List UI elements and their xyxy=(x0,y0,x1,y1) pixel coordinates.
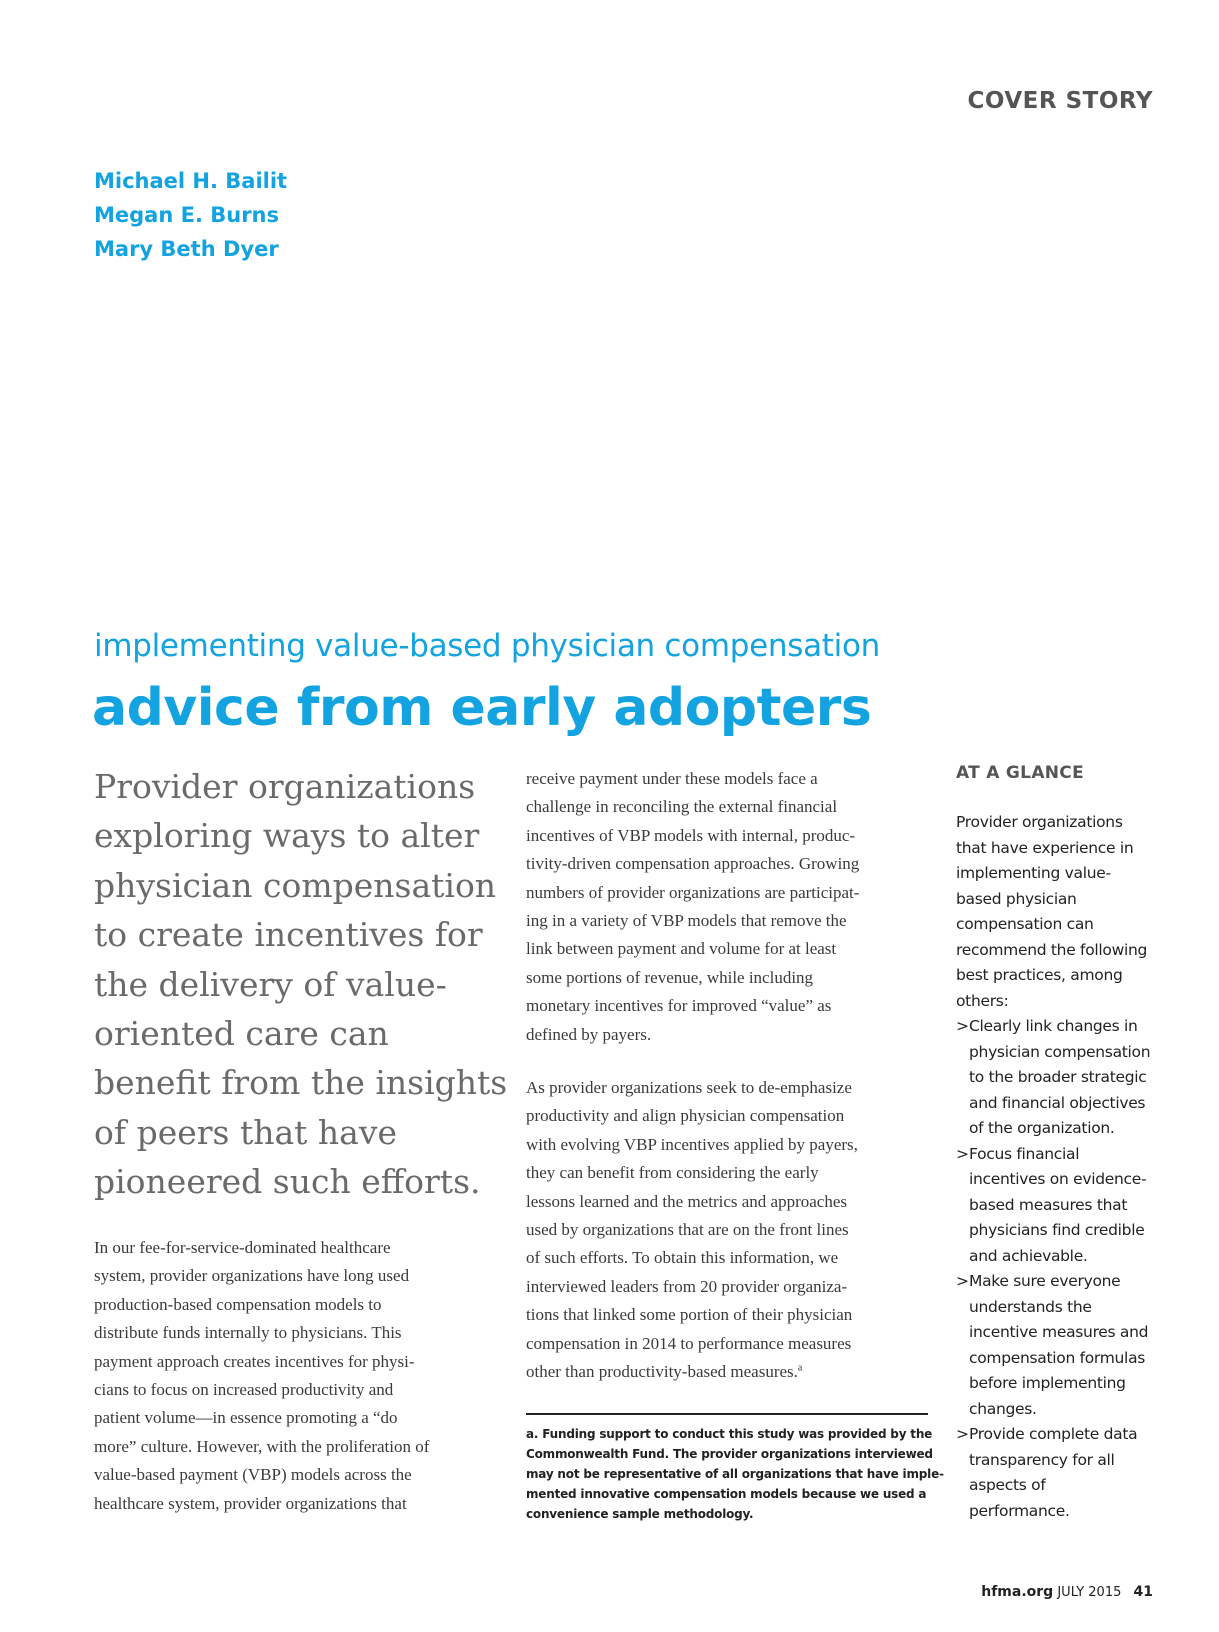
author-name: Mary Beth Dyer xyxy=(94,237,279,261)
deck-line: oriented care can xyxy=(94,1014,389,1054)
deck-line: exploring ways to alter xyxy=(94,816,480,856)
sidebar-intro-line: implementing value- xyxy=(956,864,1111,882)
bullet-line: incentive measures and xyxy=(969,1323,1149,1341)
site-link[interactable]: hfma.org xyxy=(981,1584,1054,1600)
body-line: system, provider organizations have long used xyxy=(94,1266,410,1286)
body-line: compensation in 2014 to performance measures xyxy=(526,1333,852,1353)
body-line: payment approach creates incentives for physi- xyxy=(94,1351,415,1371)
article-headline: advice from early adopters xyxy=(92,678,872,738)
sidebar-bullet xyxy=(956,1014,1150,1142)
body-line: receive payment under these models face a xyxy=(526,769,818,788)
body-column-2-paragraph-2 xyxy=(526,1074,858,1386)
author-name: Megan E. Burns xyxy=(94,203,280,227)
footnote-line: Commonwealth Fund. The provider organizations interviewed xyxy=(526,1447,933,1461)
sidebar-intro-line: based physician xyxy=(956,889,1077,908)
body-line: more” culture. However, with the proliferation of xyxy=(94,1436,430,1456)
bullet-marker: > xyxy=(956,1272,969,1290)
footnote-line: convenience sample methodology. xyxy=(526,1507,754,1521)
footnote-line: a. Funding support to conduct this study was provided by the xyxy=(526,1427,933,1441)
body-line: In our fee-for-service-dominated healthcare xyxy=(94,1238,391,1257)
footnote-divider xyxy=(526,1413,928,1415)
sidebar-intro-line: best practices, among xyxy=(956,966,1123,984)
body-line: production-based compensation models to xyxy=(94,1294,382,1314)
body-line: with evolving VBP incentives applied by payers, xyxy=(526,1134,858,1154)
footnote xyxy=(526,1424,944,1524)
sidebar-intro-line: recommend the following xyxy=(956,940,1148,959)
at-a-glance-sidebar xyxy=(956,810,1150,1524)
sidebar-bullet xyxy=(956,1422,1150,1524)
body-line: healthcare system, provider organizations that xyxy=(94,1493,407,1513)
sidebar-intro-line: others: xyxy=(956,991,1009,1010)
footnote-reference[interactable]: a xyxy=(797,1362,803,1374)
body-line: tions that linked some portion of their physician xyxy=(526,1305,853,1325)
sidebar-intro-line: Provider organizations xyxy=(956,813,1123,831)
author-list xyxy=(94,164,287,266)
body-line: cians to focus on increased productivity and xyxy=(94,1380,394,1400)
body-column-2 xyxy=(526,765,859,1049)
body-line: As provider organizations seek to de-emphasize xyxy=(526,1078,852,1097)
body-line: they can benefit from considering the early xyxy=(526,1163,819,1183)
deck-line: the delivery of value- xyxy=(94,964,447,1004)
bullet-line: changes. xyxy=(969,1399,1037,1418)
bullet-line: Clearly link changes in xyxy=(969,1017,1138,1035)
body-line: challenge in reconciling the external financial xyxy=(526,797,838,817)
page-footer xyxy=(981,1584,1153,1600)
body-line: value-based payment (VBP) models across the xyxy=(94,1465,412,1485)
sidebar-intro-line: that have experience in xyxy=(956,838,1134,857)
author-name: Michael H. Bailit xyxy=(94,169,288,193)
body-line: ing in a variety of VBP models that remove the xyxy=(526,911,847,931)
bullet-line: transparency for all xyxy=(969,1450,1115,1469)
article-deck xyxy=(94,762,508,1207)
body-line: patient volume—in essence promoting a “do xyxy=(94,1408,398,1428)
deck-line: physician compensation xyxy=(94,865,497,905)
body-line: defined by payers. xyxy=(526,1024,652,1044)
body-line: incentives of VBP models with internal, produc- xyxy=(526,825,856,845)
bullet-line: to the broader strategic xyxy=(969,1068,1147,1086)
bullet-line: compensation formulas xyxy=(969,1348,1146,1367)
bullet-marker: > xyxy=(956,1425,969,1443)
body-line: monetary incentives for improved “value” as xyxy=(526,996,832,1016)
bullet-line: Make sure everyone xyxy=(969,1272,1121,1290)
bullet-line: physician compensation xyxy=(969,1042,1151,1061)
bullet-line: before implementing xyxy=(969,1374,1126,1392)
section-label: COVER STORY xyxy=(967,88,1153,114)
sidebar-intro-line: compensation can xyxy=(956,915,1094,933)
bullet-marker: > xyxy=(956,1144,969,1163)
bullet-marker: > xyxy=(956,1017,969,1035)
bullet-line: Provide complete data xyxy=(969,1425,1138,1443)
body-line: other than productivity-based measures.$^a$ xyxy=(526,1362,803,1382)
deck-line: to create incentives for xyxy=(94,915,483,955)
bullet-line: understands the xyxy=(969,1297,1092,1316)
body-line: used by organizations that are on the front lines xyxy=(526,1220,849,1240)
body-column-1 xyxy=(94,1234,429,1518)
bullet-line: of the organization. xyxy=(969,1119,1115,1137)
footnote-line: mented innovative compensation models because we used a xyxy=(526,1487,927,1501)
sidebar-title: AT A GLANCE xyxy=(956,763,1084,783)
footnote-line: may not be representative of all organizations that have imple- xyxy=(526,1467,944,1481)
body-line: tivity-driven compensation approaches. Growing xyxy=(526,854,860,874)
article-kicker: implementing value-based physician compensation xyxy=(94,628,880,664)
body-line: lessons learned and the metrics and approaches xyxy=(526,1191,847,1211)
bullet-line: based measures that xyxy=(969,1195,1128,1214)
body-line: distribute funds internally to physicians. This xyxy=(94,1323,402,1343)
page-number: 41 xyxy=(1133,1584,1153,1600)
deck-line: benefit from the insights xyxy=(94,1063,508,1103)
bullet-line: and achievable. xyxy=(969,1246,1088,1265)
bullet-line: and financial objectives xyxy=(969,1093,1146,1112)
sidebar-bullet xyxy=(956,1142,1150,1270)
body-line: numbers of provider organizations are participat- xyxy=(526,882,860,902)
deck-line: of peers that have xyxy=(94,1112,397,1152)
sidebar-bullet xyxy=(956,1269,1150,1422)
deck-line: pioneered such efforts. xyxy=(94,1162,481,1202)
bullet-line: performance. xyxy=(969,1501,1070,1520)
body-line: interviewed leaders from 20 provider organiza- xyxy=(526,1276,848,1296)
bullet-line: aspects of xyxy=(969,1476,1046,1494)
bullet-line: Focus financial xyxy=(969,1144,1080,1163)
body-line: of such efforts. To obtain this information, we xyxy=(526,1248,839,1268)
issue-date: JULY 2015 xyxy=(1057,1585,1122,1600)
bullet-line: incentives on evidence- xyxy=(969,1170,1147,1188)
bullet-line: physicians find credible xyxy=(969,1221,1145,1239)
deck-line: Provider organizations xyxy=(94,767,476,806)
body-line: productivity and align physician compensation xyxy=(526,1106,845,1126)
body-line: some portions of revenue, while including xyxy=(526,967,814,987)
body-line: link between payment and volume for at least xyxy=(526,939,837,959)
